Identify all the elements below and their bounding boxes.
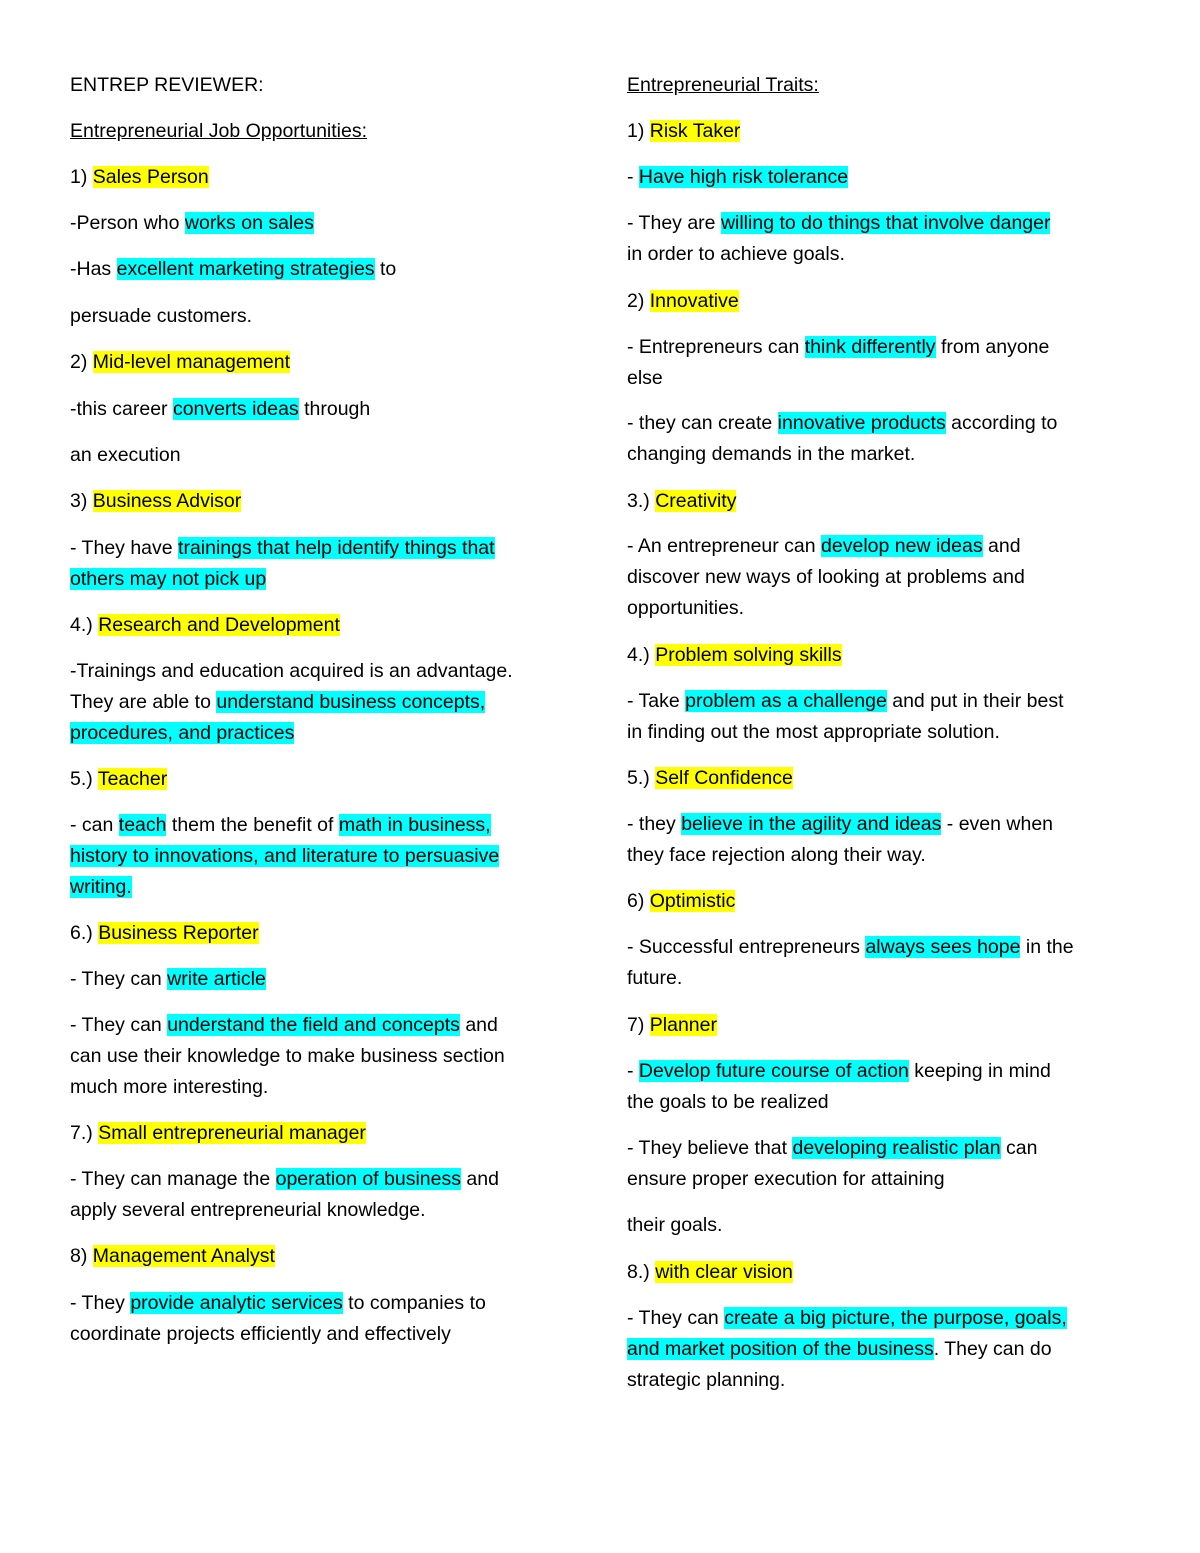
right-paragraph — [627, 1056, 1051, 1118]
highlight-yellow: Management Analyst — [92, 1245, 275, 1267]
section-heading: Entrepreneurial Traits: — [627, 74, 819, 96]
highlight-yellow: Business Advisor — [92, 490, 242, 512]
left-paragraph — [70, 533, 495, 595]
highlight-cyan: trainings that help identify things that — [178, 537, 495, 559]
text-run: 3) — [70, 490, 93, 512]
text-run: can — [1000, 1137, 1038, 1159]
text-run: - They can — [627, 1307, 725, 1329]
right-paragraph — [627, 1257, 793, 1288]
highlight-cyan: willing to do things that involve danger — [720, 212, 1051, 234]
text-line — [70, 656, 513, 687]
text-line — [70, 1072, 505, 1103]
left-paragraph — [70, 1118, 366, 1149]
text-line — [627, 686, 1064, 717]
text-line — [627, 717, 1064, 748]
highlight-cyan: history to innovations, and literature to persuasive — [70, 845, 500, 867]
highlight-yellow: with clear vision — [655, 1261, 793, 1283]
text-run: - they can create — [627, 412, 778, 434]
highlight-cyan: writing. — [70, 876, 132, 898]
text-line — [627, 809, 1053, 840]
highlight-cyan: works on sales — [184, 212, 314, 234]
text-line — [627, 1164, 1037, 1195]
right-paragraph — [627, 408, 1057, 470]
highlight-yellow: Planner — [649, 1014, 717, 1036]
text-line — [70, 564, 495, 595]
highlight-cyan: write article — [167, 968, 266, 990]
text-run: -this career — [70, 398, 173, 420]
left-paragraph — [70, 610, 340, 641]
text-line — [627, 332, 1049, 363]
text-line — [70, 1164, 499, 1195]
text-run: their goals. — [627, 1214, 723, 1236]
text-line — [70, 347, 290, 378]
text-line — [627, 640, 842, 671]
right-paragraph — [627, 1133, 1037, 1195]
text-run: 5.) — [627, 767, 656, 789]
text-line — [627, 963, 1074, 994]
text-line — [70, 841, 499, 872]
text-run: to companies to — [342, 1292, 486, 1314]
section-heading: Entrepreneurial Job Opportunities: — [70, 120, 368, 142]
text-run: . They can do — [933, 1338, 1052, 1360]
highlight-yellow: Teacher — [97, 768, 168, 790]
highlight-cyan: Develop future course of action — [638, 1060, 909, 1082]
left-paragraph — [70, 1241, 275, 1272]
highlight-yellow: Problem solving skills — [655, 644, 842, 666]
text-line — [627, 1334, 1067, 1365]
highlight-cyan: operation of business — [275, 1168, 461, 1190]
highlight-cyan: others may not pick up — [70, 568, 267, 590]
highlight-yellow: Sales Person — [92, 166, 209, 188]
text-run: - An entrepreneur can — [627, 535, 822, 557]
text-run: 6) — [627, 890, 650, 912]
highlight-cyan: understand business concepts, — [216, 691, 486, 713]
text-run: the goals to be realized — [627, 1091, 829, 1113]
text-run: 8.) — [627, 1261, 656, 1283]
text-line — [627, 286, 739, 317]
highlight-cyan: create a big picture, the purpose, goals, — [724, 1307, 1067, 1329]
right-paragraph — [627, 70, 819, 101]
highlight-cyan: excellent marketing strategies — [116, 258, 375, 280]
highlight-cyan: and market position of the business — [627, 1338, 934, 1360]
left-paragraph — [70, 70, 264, 101]
text-run: discover new ways of looking at problems and — [627, 566, 1025, 588]
left-paragraph — [70, 440, 181, 471]
left-paragraph — [70, 964, 266, 995]
text-line — [70, 254, 396, 285]
left-paragraph — [70, 1010, 505, 1103]
text-run: 2) — [627, 290, 650, 312]
left-paragraph — [70, 810, 499, 903]
highlight-cyan: innovative products — [777, 412, 946, 434]
text-line — [70, 208, 314, 239]
text-run: 2) — [70, 351, 93, 373]
text-line — [627, 239, 1050, 270]
highlight-cyan: always sees hope — [865, 936, 1021, 958]
text-line — [70, 810, 499, 841]
text-run: - They — [70, 1292, 131, 1314]
text-line — [70, 872, 499, 903]
text-run: apply several entrepreneurial knowledge. — [70, 1199, 426, 1221]
right-paragraph — [627, 208, 1050, 270]
text-run: future. — [627, 967, 683, 989]
text-line — [627, 116, 740, 147]
right-paragraph — [627, 640, 842, 671]
text-run: They are able to — [70, 691, 217, 713]
text-line — [70, 964, 266, 995]
right-paragraph — [627, 932, 1074, 994]
right-paragraph — [627, 286, 739, 317]
text-line — [627, 1056, 1051, 1087]
text-line — [627, 70, 819, 101]
text-line — [70, 764, 167, 795]
right-paragraph — [627, 116, 740, 147]
right-paragraph — [627, 162, 848, 193]
text-run: - They can — [70, 968, 168, 990]
text-run: can use their knowledge to make business section — [70, 1045, 505, 1067]
text-run: persuade customers. — [70, 305, 253, 327]
text-line — [70, 687, 513, 718]
text-line — [627, 840, 1053, 871]
left-paragraph — [70, 116, 367, 147]
highlight-cyan: think differently — [804, 336, 936, 358]
left-paragraph — [70, 254, 396, 285]
text-run: and — [982, 535, 1021, 557]
right-paragraph — [627, 1303, 1067, 1396]
text-run: - They have — [70, 537, 179, 559]
text-run: from anyone — [935, 336, 1050, 358]
text-line — [627, 162, 848, 193]
text-line — [627, 593, 1025, 624]
text-run: coordinate projects efficiently and effectively — [70, 1323, 451, 1345]
highlight-cyan: teach — [118, 814, 167, 836]
highlight-cyan: converts ideas — [172, 398, 299, 420]
right-paragraph — [627, 531, 1025, 624]
text-run: according to — [945, 412, 1058, 434]
text-run: - They believe that — [627, 1137, 793, 1159]
text-run: - Take — [627, 690, 686, 712]
text-run: in order to achieve goals. — [627, 243, 845, 265]
left-paragraph — [70, 656, 513, 749]
text-run: - — [627, 166, 639, 188]
text-run: - they — [627, 813, 682, 835]
text-line — [627, 1010, 717, 1041]
highlight-yellow: Business Reporter — [98, 922, 259, 944]
text-line — [627, 1365, 1067, 1396]
highlight-yellow: Creativity — [655, 490, 737, 512]
right-paragraph — [627, 486, 736, 517]
text-line — [70, 918, 259, 949]
text-line — [70, 1319, 486, 1350]
highlight-yellow: Mid-level management — [92, 351, 291, 373]
left-paragraph — [70, 486, 241, 517]
text-line — [70, 533, 495, 564]
highlight-yellow: Self Confidence — [655, 767, 793, 789]
text-run: 1) — [70, 166, 93, 188]
highlight-cyan: developing realistic plan — [792, 1137, 1001, 1159]
right-paragraph — [627, 763, 793, 794]
text-line — [627, 1133, 1037, 1164]
text-run: - Successful entrepreneurs — [627, 936, 866, 958]
left-paragraph — [70, 1288, 486, 1350]
text-run: 8) — [70, 1245, 93, 1267]
text-line — [627, 886, 735, 917]
highlight-cyan: procedures, and practices — [70, 722, 295, 744]
text-line — [627, 932, 1074, 963]
highlight-cyan: Have high risk tolerance — [638, 166, 849, 188]
text-run: in the — [1020, 936, 1074, 958]
text-run: and put in their best — [886, 690, 1064, 712]
text-run: ensure proper execution for attaining — [627, 1168, 945, 1190]
text-line — [70, 718, 513, 749]
left-paragraph — [70, 301, 252, 332]
text-run: ENTREP REVIEWER: — [70, 74, 264, 96]
text-line — [70, 1118, 366, 1149]
highlight-cyan: math in business, — [338, 814, 491, 836]
text-run: to — [374, 258, 397, 280]
text-line — [627, 1303, 1067, 1334]
highlight-cyan: provide analytic services — [130, 1292, 343, 1314]
left-paragraph — [70, 918, 259, 949]
text-line — [70, 1010, 505, 1041]
text-run: -Trainings and education acquired is an advantage. — [70, 660, 513, 682]
text-run: - even when — [941, 813, 1054, 835]
text-run: 7) — [627, 1014, 650, 1036]
text-line — [627, 486, 736, 517]
right-paragraph — [627, 686, 1064, 748]
text-run: 1) — [627, 120, 650, 142]
text-line — [627, 1210, 722, 1241]
left-paragraph — [70, 347, 290, 378]
text-run: strategic planning. — [627, 1369, 786, 1391]
text-run: and — [460, 1168, 499, 1190]
text-line — [70, 440, 181, 471]
highlight-cyan: develop new ideas — [821, 535, 983, 557]
text-line — [627, 1257, 793, 1288]
text-run: 3.) — [627, 490, 656, 512]
right-paragraph — [627, 1010, 717, 1041]
highlight-yellow: Risk Taker — [649, 120, 741, 142]
highlight-yellow: Small entrepreneurial manager — [98, 1122, 366, 1144]
text-run: 4.) — [70, 614, 99, 636]
highlight-cyan: understand the field and concepts — [167, 1014, 460, 1036]
text-run: 4.) — [627, 644, 656, 666]
left-paragraph — [70, 764, 167, 795]
text-line — [70, 1041, 505, 1072]
text-run: - can — [70, 814, 119, 836]
highlight-yellow: Research and Development — [98, 614, 340, 636]
text-run: 7.) — [70, 1122, 99, 1144]
text-line — [627, 408, 1057, 439]
text-line — [627, 208, 1050, 239]
text-line — [627, 531, 1025, 562]
text-run: - They can — [70, 1014, 168, 1036]
text-line — [70, 1195, 499, 1226]
text-run: - Entrepreneurs can — [627, 336, 805, 358]
text-run: - They are — [627, 212, 721, 234]
right-paragraph — [627, 809, 1053, 871]
text-line — [70, 610, 340, 641]
text-line — [627, 439, 1057, 470]
right-paragraph — [627, 332, 1049, 394]
text-run: -Person who — [70, 212, 185, 234]
text-run: and — [459, 1014, 498, 1036]
highlight-yellow: Optimistic — [649, 890, 736, 912]
highlight-yellow: Innovative — [649, 290, 739, 312]
right-paragraph — [627, 886, 735, 917]
text-run: opportunities. — [627, 597, 745, 619]
text-run: else — [627, 367, 663, 389]
left-paragraph — [70, 208, 314, 239]
text-run: - They can manage the — [70, 1168, 276, 1190]
text-run: changing demands in the market. — [627, 443, 916, 465]
text-line — [70, 486, 241, 517]
text-run: -Has — [70, 258, 117, 280]
text-run: 5.) — [70, 768, 98, 790]
left-paragraph — [70, 394, 370, 425]
left-paragraph — [70, 1164, 499, 1226]
text-line — [70, 162, 209, 193]
text-run: keeping in mind — [908, 1060, 1051, 1082]
text-line — [627, 763, 793, 794]
right-paragraph — [627, 1210, 722, 1241]
text-line — [70, 394, 370, 425]
text-run: an execution — [70, 444, 181, 466]
text-run: they face rejection along their way. — [627, 844, 926, 866]
text-run: much more interesting. — [70, 1076, 269, 1098]
left-paragraph — [70, 162, 209, 193]
text-run: - — [627, 1060, 639, 1082]
text-line — [627, 363, 1049, 394]
text-line — [627, 1087, 1051, 1118]
text-line — [70, 116, 367, 147]
highlight-cyan: problem as a challenge — [685, 690, 887, 712]
text-line — [627, 562, 1025, 593]
text-line — [70, 1241, 275, 1272]
text-line — [70, 70, 264, 101]
text-line — [70, 301, 252, 332]
text-run: through — [298, 398, 371, 420]
highlight-cyan: believe in the agility and ideas — [681, 813, 942, 835]
text-run: them the benefit of — [166, 814, 339, 836]
text-run: in finding out the most appropriate solution. — [627, 721, 1000, 743]
text-line — [70, 1288, 486, 1319]
text-run: 6.) — [70, 922, 99, 944]
